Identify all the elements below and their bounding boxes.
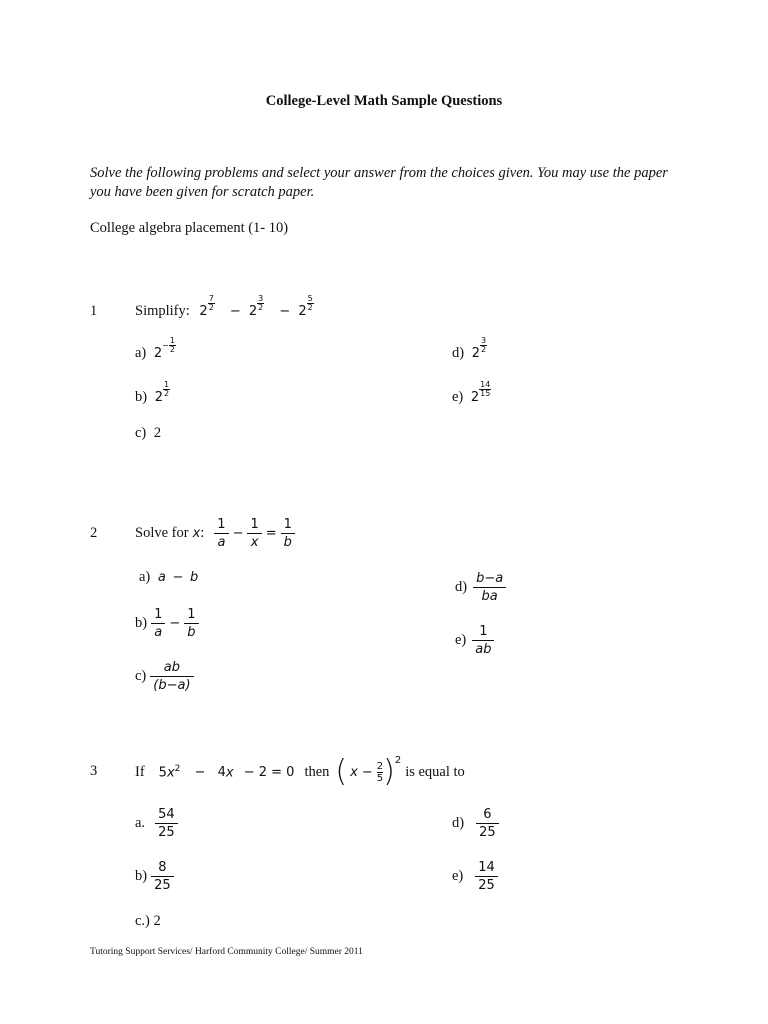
page-footer: Tutoring Support Services/ Harford Community College/ Summer 2011 <box>90 947 363 957</box>
q3-choice-e[interactable]: e) $\frac{14}{25}$ <box>452 856 498 896</box>
q2-choice-a[interactable]: a) a − b <box>139 569 199 585</box>
q2-number: 2 <box>90 525 98 541</box>
q1-choice-a[interactable]: a) 2 − 1 2 <box>135 336 175 361</box>
q1-term-3: 2 5 2 <box>298 294 313 319</box>
q2-choice-d[interactable]: d) $\frac{b-a}{ba}$ <box>455 567 506 607</box>
q3-choice-d[interactable]: d) $\frac{6}{25}$ <box>452 803 499 843</box>
q1-term-1: 2 7 2 <box>199 294 214 319</box>
q1-choice-b[interactable]: b) 2 1 2 <box>135 380 170 405</box>
q3-expression: ( x − $\frac{2}{5}$ ) 2 <box>335 754 402 789</box>
q3-prompt: If $5x^2 - 4x - 2 = 0$ then ( x − $\frac{2}{5}$ ) 2 is equal to <box>135 754 465 789</box>
q3-number: 3 <box>90 763 98 779</box>
q2-frac-1: $\frac{1}{a}$ <box>214 516 228 551</box>
q3-choice-a[interactable]: a. $\frac{54}{25}$ <box>135 803 178 843</box>
q2-prompt: Solve for x : $\frac{1}{a}$ − $\frac{1}{x}$ = $\frac{1}{b}$ <box>135 513 295 553</box>
q2-choice-b[interactable]: b) $\frac{1}{a}$ − $\frac{1}{b}$ <box>135 603 199 643</box>
q1-prompt-text: Simplify: <box>135 303 190 319</box>
q1-choice-e[interactable]: e) 2 14 15 <box>452 380 491 405</box>
section-heading: College algebra placement (1- 10) <box>90 220 289 236</box>
q2-choice-e[interactable]: e) $\frac{1}{ab}$ <box>455 620 494 660</box>
q3-choice-b[interactable]: b) $\frac{8}{25}$ <box>135 856 174 896</box>
q3-if-text: If <box>135 763 145 780</box>
instructions: Solve the following problems and select your answer from the choices given. You may use the paper you have been given for scratch paper. <box>90 165 668 200</box>
q3-choice-c[interactable]: c.) 2 <box>135 913 161 929</box>
page-title: College-Level Math Sample Questions <box>265 93 503 109</box>
q2-frac-2: $\frac{1}{x}$ <box>247 516 261 551</box>
q2-frac-3: $\frac{1}{b}$ <box>281 516 295 551</box>
q2-choice-c[interactable]: c) $\frac{ab}{(b-a)}$ <box>135 656 194 696</box>
q2-prompt-text: Solve for <box>135 524 189 541</box>
q1-prompt <box>135 294 313 320</box>
q1-expression: 2 7 2 − 2 3 2 − 2 5 2 <box>199 294 313 319</box>
q3-equation: $5x^2 - 4x - 2 = 0$ <box>158 763 295 781</box>
q1-choice-d[interactable]: d) 2 3 2 <box>452 336 487 361</box>
q1-term-2: 2 3 2 <box>248 294 264 319</box>
q1-number: 1 <box>90 303 98 319</box>
q1-choice-c[interactable]: c) 2 <box>135 425 162 441</box>
